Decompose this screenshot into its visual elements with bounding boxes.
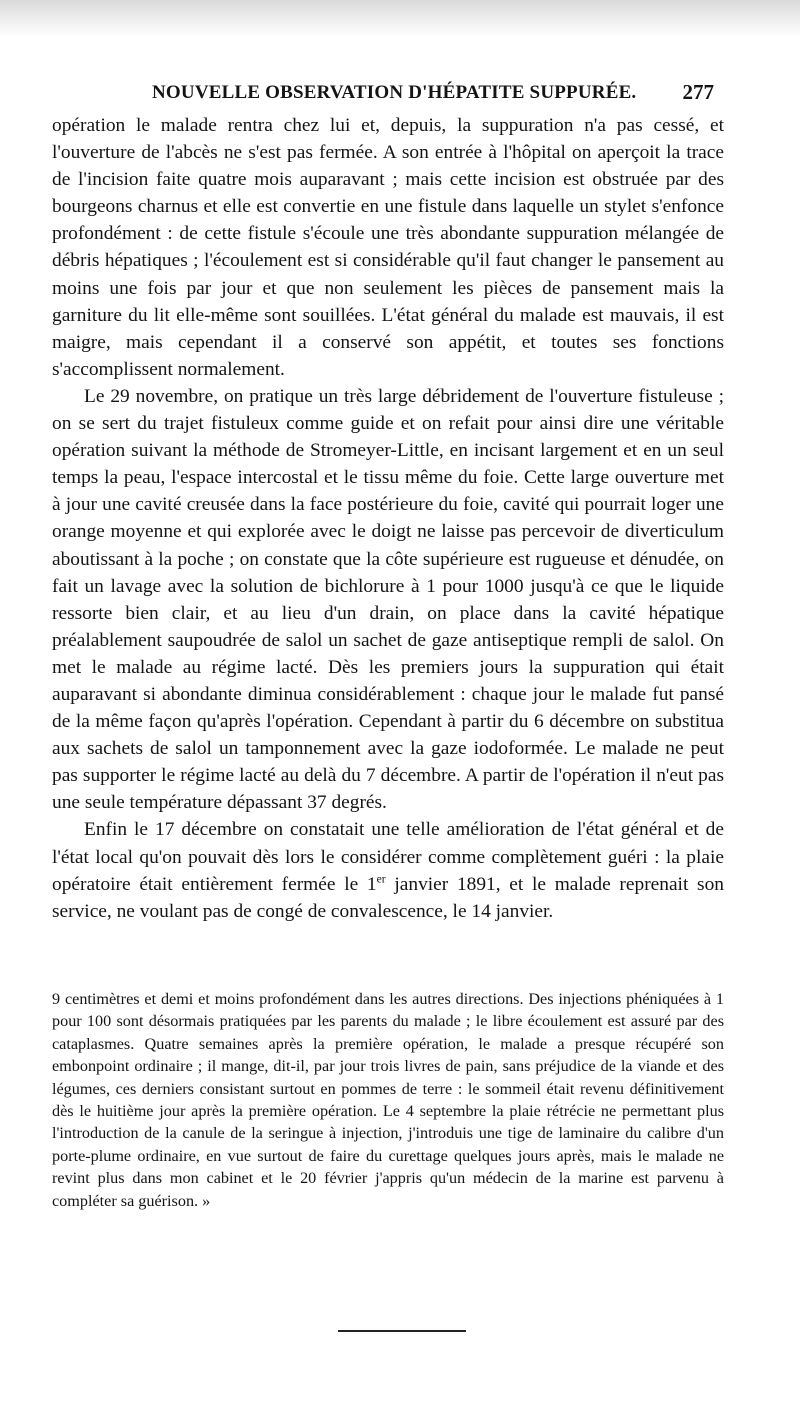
paragraph-3-text-b: janvier 1891, et le malade reprenait son service, ne voulant pas de congé de convalescence, le 14 janvier. (52, 873, 724, 922)
footnote-text: 9 centimètres et demi et moins profondément dans les autres directions. Des injections phéniquées à 1 pour 100 sont désormais pratiquées par les parents du malade ; le libre écoulement est assuré par des cataplasmes. Quatre semaines après la première opération, le malade a presque récupéré son embonpoint ordinaire ; il mange, dit-il, par jour trois livres de pain, sans préjudice de la viande et des légumes, ces derniers consistant surtout en pommes de terre : le sommeil était revenu définitivement dès le huitième jour après la première opération. Le 4 septembre la plaie rétrécie ne permettant plus l'introduction de la canule de la seringue à injection, j'introduis une tige de laminaire du calibre d'un porte-plume ordinaire, en vue surtout de faire du curettage quelques jours après, mais le malade ne revint plus dans mon cabinet et le 20 février j'appris qu'un médecin de la marine est parvenu à compléter sa guérison. » (52, 990, 724, 1210)
paragraph-3-text-a: Enfin le 17 décembre on constatait une telle amélioration de l'état général et de l'état local qu'on pouvait dès lors le considérer comme complètement guéri : la plaie opératoire était entièrement fermée le 1 (52, 819, 724, 895)
page-number: 277 (682, 80, 714, 104)
page-header (52, 78, 714, 108)
ordinal-superscript: er (376, 872, 386, 886)
scan-edge-shading (0, 0, 800, 38)
closing-rule (338, 1330, 466, 1332)
main-text (52, 112, 724, 925)
running-title: NOUVELLE OBSERVATION D'HÉPATITE SUPPURÉE. (152, 82, 637, 103)
paragraph-3 (52, 816, 724, 924)
paragraph-2: Le 29 novembre, on pratique un très large débridement de l'ouverture fistuleuse ; on se sert du trajet fistuleux comme guide et on refait pour ainsi dire une véritable opération suivant la méthode de Stromeyer-Little, en incisant largement et en un seul temps la peau, l'espace intercostal et le tissu même du foie. Cette large ouverture met à jour une cavité creusée dans la face postérieure du foie, cavité qui pourrait loger une orange moyenne et qui explorée avec le doigt ne laisse pas percevoir de diverticulum aboutissant à la poche ; on constate que la côte supérieure est rugueuse et dénudée, on fait un lavage avec la solution de bichlorure à 1 pour 1000 jusqu'à ce que le liquide ressorte bien clair, et au lieu d'un drain, on place dans la cavité hépatique préalablement saupoudrée de salol un sachet de gaze antiseptique rempli de salol. On met le malade au régime lacté. Dès les premiers jours la suppuration qui était auparavant si abondante diminua considérablement : chaque jour le malade fut pansé de la même façon qu'après l'opération. Cependant à partir du 6 décembre on substitua aux sachets de salol un tamponnement avec la gaze iodoformée. Le malade ne peut pas supporter le régime lacté au delà du 7 décembre. A partir de l'opération il n'eut pas une seule température dépassant 37 degrés. (52, 385, 724, 814)
footnote (52, 988, 724, 1212)
paragraph-1: opération le malade rentra chez lui et, depuis, la suppuration n'a pas cessé, et l'ouverture de l'abcès ne s'est pas fermée. A son entrée à l'hôpital on aperçoit la trace de l'incision faite quatre mois auparavant ; mais cette incision est obstruée par des bourgeons charnus et elle est convertie en une fistule dans laquelle un stylet s'enfonce profondément : de cette fistule s'écoule une très abondante suppuration mélangée de débris hépatiques ; l'écoulement est si considérable qu'il faut changer le pansement au moins une fois par jour et que non seulement les pièces de pansement mais la garniture du lit elle-même sont souillées. L'état général du malade est mauvais, il est maigre, mais cependant il a conservé son appétit, et toutes ses fonctions s'accomplissent normalement. (52, 115, 724, 380)
